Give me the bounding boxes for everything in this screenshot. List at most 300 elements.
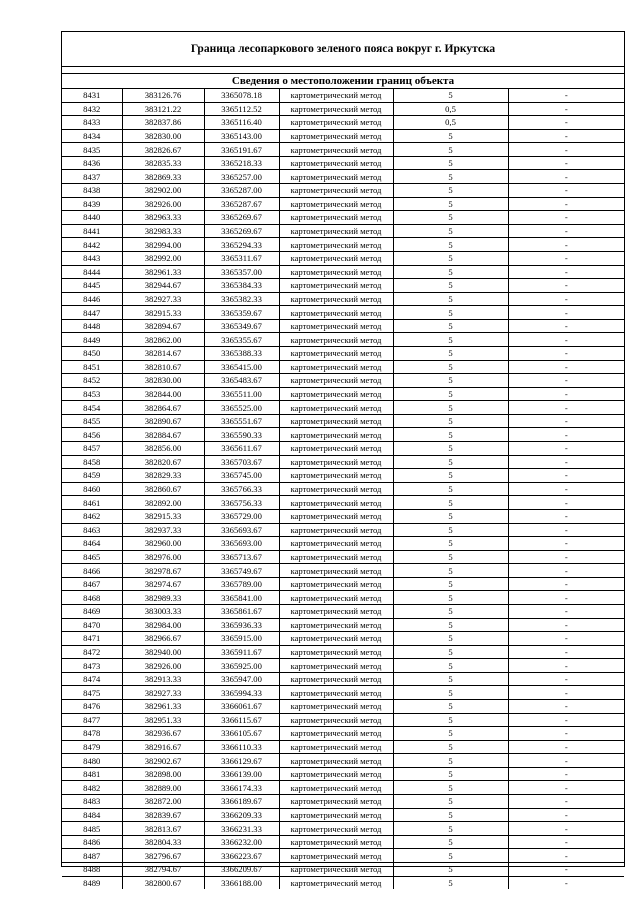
accuracy-cell: 5 <box>393 333 508 347</box>
description-cell: - <box>508 686 624 700</box>
y-coordinate-cell: 3365415.00 <box>204 360 279 374</box>
y-coordinate-cell: 3365525.00 <box>204 401 279 415</box>
description-cell: - <box>508 442 624 456</box>
accuracy-cell: 5 <box>393 509 508 523</box>
table-row <box>62 306 624 320</box>
x-coordinate-cell: 382820.67 <box>122 455 204 469</box>
x-coordinate-cell: 382966.67 <box>122 632 204 646</box>
method-cell: картометрический метод <box>279 224 393 238</box>
x-coordinate-cell: 382826.67 <box>122 143 204 157</box>
method-cell: картометрический метод <box>279 469 393 483</box>
table-row <box>62 659 624 673</box>
method-cell: картометрический метод <box>279 849 393 863</box>
method-cell: картометрический метод <box>279 428 393 442</box>
x-coordinate-cell: 382860.67 <box>122 482 204 496</box>
y-coordinate-cell: 3365388.33 <box>204 346 279 360</box>
coordinates-table-wrapper <box>62 88 624 889</box>
description-cell: - <box>508 346 624 360</box>
method-cell: картометрический метод <box>279 197 393 211</box>
method-cell: картометрический метод <box>279 645 393 659</box>
description-cell: - <box>508 156 624 170</box>
accuracy-cell: 5 <box>393 577 508 591</box>
y-coordinate-cell: 3365703.67 <box>204 455 279 469</box>
point-number-cell: 8467 <box>62 577 122 591</box>
y-coordinate-cell: 3365311.67 <box>204 251 279 265</box>
point-number-cell: 8475 <box>62 686 122 700</box>
point-number-cell: 8461 <box>62 496 122 510</box>
point-number-cell: 8457 <box>62 442 122 456</box>
accuracy-cell: 5 <box>393 387 508 401</box>
point-number-cell: 8445 <box>62 279 122 293</box>
description-cell: - <box>508 184 624 198</box>
x-coordinate-cell: 382830.00 <box>122 374 204 388</box>
y-coordinate-cell: 3365384.33 <box>204 279 279 293</box>
accuracy-cell: 5 <box>393 360 508 374</box>
table-row <box>62 740 624 754</box>
x-coordinate-cell: 382915.33 <box>122 509 204 523</box>
description-cell: - <box>508 808 624 822</box>
y-coordinate-cell: 3366115.67 <box>204 713 279 727</box>
description-cell: - <box>508 469 624 483</box>
description-cell: - <box>508 224 624 238</box>
accuracy-cell: 0,5 <box>393 116 508 130</box>
method-cell: картометрический метод <box>279 306 393 320</box>
x-coordinate-cell: 382983.33 <box>122 224 204 238</box>
method-cell: картометрический метод <box>279 550 393 564</box>
point-number-cell: 8465 <box>62 550 122 564</box>
description-cell: - <box>508 862 624 876</box>
description-cell: - <box>508 577 624 591</box>
y-coordinate-cell: 3365382.33 <box>204 292 279 306</box>
y-coordinate-cell: 3366110.33 <box>204 740 279 754</box>
method-cell: картометрический метод <box>279 754 393 768</box>
x-coordinate-cell: 382913.33 <box>122 672 204 686</box>
point-number-cell: 8438 <box>62 184 122 198</box>
point-number-cell: 8441 <box>62 224 122 238</box>
method-cell: картометрический метод <box>279 156 393 170</box>
y-coordinate-cell: 3365112.52 <box>204 102 279 116</box>
accuracy-cell: 5 <box>393 767 508 781</box>
method-cell: картометрический метод <box>279 659 393 673</box>
table-row <box>62 713 624 727</box>
description-cell: - <box>508 292 624 306</box>
accuracy-cell: 5 <box>393 808 508 822</box>
y-coordinate-cell: 3365915.00 <box>204 632 279 646</box>
accuracy-cell: 5 <box>393 279 508 293</box>
description-cell: - <box>508 170 624 184</box>
y-coordinate-cell: 3365269.67 <box>204 211 279 225</box>
y-coordinate-cell: 3365745.00 <box>204 469 279 483</box>
table-row <box>62 700 624 714</box>
description-cell: - <box>508 116 624 130</box>
method-cell: картометрический метод <box>279 184 393 198</box>
method-cell: картометрический метод <box>279 238 393 252</box>
table-row <box>62 346 624 360</box>
description-cell: - <box>508 604 624 618</box>
table-row <box>62 577 624 591</box>
accuracy-cell: 5 <box>393 129 508 143</box>
x-coordinate-cell: 382992.00 <box>122 251 204 265</box>
y-coordinate-cell: 3365287.67 <box>204 197 279 211</box>
description-cell: - <box>508 835 624 849</box>
description-cell: - <box>508 333 624 347</box>
x-coordinate-cell: 382974.67 <box>122 577 204 591</box>
y-coordinate-cell: 3366209.33 <box>204 808 279 822</box>
y-coordinate-cell: 3365911.67 <box>204 645 279 659</box>
accuracy-cell: 5 <box>393 632 508 646</box>
accuracy-cell: 5 <box>393 550 508 564</box>
description-cell: - <box>508 781 624 795</box>
description-cell: - <box>508 279 624 293</box>
y-coordinate-cell: 3365756.33 <box>204 496 279 510</box>
description-cell: - <box>508 795 624 809</box>
method-cell: картометрический метод <box>279 251 393 265</box>
table-row <box>62 428 624 442</box>
method-cell: картометрический метод <box>279 618 393 632</box>
accuracy-cell: 5 <box>393 604 508 618</box>
document-frame <box>61 31 625 888</box>
description-cell: - <box>508 672 624 686</box>
x-coordinate-cell: 382927.33 <box>122 686 204 700</box>
table-row <box>62 387 624 401</box>
method-cell: картометрический метод <box>279 292 393 306</box>
y-coordinate-cell: 3365269.67 <box>204 224 279 238</box>
point-number-cell: 8437 <box>62 170 122 184</box>
method-cell: картометрический метод <box>279 89 393 102</box>
description-cell: - <box>508 129 624 143</box>
y-coordinate-cell: 3365925.00 <box>204 659 279 673</box>
method-cell: картометрический метод <box>279 496 393 510</box>
description-cell: - <box>508 564 624 578</box>
accuracy-cell: 5 <box>393 251 508 265</box>
point-number-cell: 8440 <box>62 211 122 225</box>
x-coordinate-cell: 382835.33 <box>122 156 204 170</box>
y-coordinate-cell: 3366061.67 <box>204 700 279 714</box>
description-cell: - <box>508 360 624 374</box>
table-row <box>62 170 624 184</box>
x-coordinate-cell: 382814.67 <box>122 346 204 360</box>
y-coordinate-cell: 3365257.00 <box>204 170 279 184</box>
method-cell: картометрический метод <box>279 116 393 130</box>
x-coordinate-cell: 382940.00 <box>122 645 204 659</box>
table-row <box>62 401 624 415</box>
method-cell: картометрический метод <box>279 537 393 551</box>
point-number-cell: 8456 <box>62 428 122 442</box>
point-number-cell: 8476 <box>62 700 122 714</box>
accuracy-cell: 5 <box>393 523 508 537</box>
y-coordinate-cell: 3365355.67 <box>204 333 279 347</box>
description-cell: - <box>508 740 624 754</box>
y-coordinate-cell: 3365357.00 <box>204 265 279 279</box>
point-number-cell: 8485 <box>62 822 122 836</box>
x-coordinate-cell: 382926.00 <box>122 659 204 673</box>
y-coordinate-cell: 3366232.00 <box>204 835 279 849</box>
table-row <box>62 156 624 170</box>
table-row <box>62 618 624 632</box>
method-cell: картометрический метод <box>279 374 393 388</box>
coordinates-table <box>62 89 624 889</box>
method-cell: картометрический метод <box>279 143 393 157</box>
table-row <box>62 143 624 157</box>
description-cell: - <box>508 374 624 388</box>
table-row <box>62 849 624 863</box>
description-cell: - <box>508 211 624 225</box>
accuracy-cell: 5 <box>393 700 508 714</box>
point-number-cell: 8481 <box>62 767 122 781</box>
section-title: Сведения о местоположении границ объекта <box>231 75 455 87</box>
x-coordinate-cell: 382976.00 <box>122 550 204 564</box>
method-cell: картометрический метод <box>279 591 393 605</box>
method-cell: картометрический метод <box>279 604 393 618</box>
x-coordinate-cell: 382890.67 <box>122 414 204 428</box>
description-cell: - <box>508 632 624 646</box>
x-coordinate-cell: 383126.76 <box>122 89 204 102</box>
x-coordinate-cell: 382856.00 <box>122 442 204 456</box>
point-number-cell: 8453 <box>62 387 122 401</box>
table-row <box>62 754 624 768</box>
accuracy-cell: 5 <box>393 686 508 700</box>
description-cell: - <box>508 197 624 211</box>
table-row <box>62 496 624 510</box>
x-coordinate-cell: 382837.86 <box>122 116 204 130</box>
x-coordinate-cell: 382902.00 <box>122 184 204 198</box>
description-cell: - <box>508 401 624 415</box>
table-row <box>62 265 624 279</box>
description-cell: - <box>508 618 624 632</box>
description-cell: - <box>508 238 624 252</box>
x-coordinate-cell: 382839.67 <box>122 808 204 822</box>
point-number-cell: 8473 <box>62 659 122 673</box>
point-number-cell: 8442 <box>62 238 122 252</box>
y-coordinate-cell: 3366231.33 <box>204 822 279 836</box>
table-row <box>62 455 624 469</box>
y-coordinate-cell: 3366129.67 <box>204 754 279 768</box>
description-cell: - <box>508 727 624 741</box>
x-coordinate-cell: 383003.33 <box>122 604 204 618</box>
y-coordinate-cell: 3366209.67 <box>204 862 279 876</box>
accuracy-cell: 5 <box>393 537 508 551</box>
accuracy-cell: 5 <box>393 849 508 863</box>
y-coordinate-cell: 3365994.33 <box>204 686 279 700</box>
point-number-cell: 8446 <box>62 292 122 306</box>
table-row <box>62 102 624 116</box>
accuracy-cell: 5 <box>393 374 508 388</box>
point-number-cell: 8483 <box>62 795 122 809</box>
y-coordinate-cell: 3365789.00 <box>204 577 279 591</box>
method-cell: картометрический метод <box>279 102 393 116</box>
y-coordinate-cell: 3365359.67 <box>204 306 279 320</box>
description-cell: - <box>508 700 624 714</box>
point-number-cell: 8432 <box>62 102 122 116</box>
point-number-cell: 8463 <box>62 523 122 537</box>
accuracy-cell: 5 <box>393 659 508 673</box>
y-coordinate-cell: 3365116.40 <box>204 116 279 130</box>
x-coordinate-cell: 382994.00 <box>122 238 204 252</box>
y-coordinate-cell: 3365947.00 <box>204 672 279 686</box>
x-coordinate-cell: 382989.33 <box>122 591 204 605</box>
x-coordinate-cell: 382937.33 <box>122 523 204 537</box>
accuracy-cell: 5 <box>393 346 508 360</box>
accuracy-cell: 5 <box>393 184 508 198</box>
point-number-cell: 8443 <box>62 251 122 265</box>
point-number-cell: 8466 <box>62 564 122 578</box>
table-row <box>62 360 624 374</box>
table-row <box>62 292 624 306</box>
y-coordinate-cell: 3365143.00 <box>204 129 279 143</box>
table-row <box>62 116 624 130</box>
y-coordinate-cell: 3366189.67 <box>204 795 279 809</box>
description-cell: - <box>508 645 624 659</box>
accuracy-cell: 5 <box>393 672 508 686</box>
table-row <box>62 469 624 483</box>
point-number-cell: 8484 <box>62 808 122 822</box>
description-cell: - <box>508 523 624 537</box>
x-coordinate-cell: 382872.00 <box>122 795 204 809</box>
description-cell: - <box>508 550 624 564</box>
point-number-cell: 8474 <box>62 672 122 686</box>
method-cell: картометрический метод <box>279 822 393 836</box>
x-coordinate-cell: 382844.00 <box>122 387 204 401</box>
y-coordinate-cell: 3365936.33 <box>204 618 279 632</box>
table-row <box>62 876 624 889</box>
accuracy-cell: 5 <box>393 428 508 442</box>
table-row <box>62 238 624 252</box>
accuracy-cell: 5 <box>393 442 508 456</box>
method-cell: картометрический метод <box>279 577 393 591</box>
table-row <box>62 862 624 876</box>
y-coordinate-cell: 3365483.67 <box>204 374 279 388</box>
method-cell: картометрический метод <box>279 279 393 293</box>
y-coordinate-cell: 3366105.67 <box>204 727 279 741</box>
x-coordinate-cell: 382944.67 <box>122 279 204 293</box>
y-coordinate-cell: 3365861.67 <box>204 604 279 618</box>
y-coordinate-cell: 3365590.33 <box>204 428 279 442</box>
x-coordinate-cell: 382884.67 <box>122 428 204 442</box>
accuracy-cell: 5 <box>393 469 508 483</box>
description-cell: - <box>508 251 624 265</box>
y-coordinate-cell: 3365713.67 <box>204 550 279 564</box>
y-coordinate-cell: 3366139.00 <box>204 767 279 781</box>
x-coordinate-cell: 382927.33 <box>122 292 204 306</box>
point-number-cell: 8452 <box>62 374 122 388</box>
description-cell: - <box>508 102 624 116</box>
coordinates-table-body <box>62 89 624 889</box>
table-row <box>62 808 624 822</box>
description-cell: - <box>508 509 624 523</box>
table-row <box>62 767 624 781</box>
table-row <box>62 129 624 143</box>
description-cell: - <box>508 387 624 401</box>
table-row <box>62 184 624 198</box>
point-number-cell: 8472 <box>62 645 122 659</box>
method-cell: картометрический метод <box>279 876 393 889</box>
description-cell: - <box>508 754 624 768</box>
method-cell: картометрический метод <box>279 509 393 523</box>
description-cell: - <box>508 428 624 442</box>
description-cell: - <box>508 849 624 863</box>
description-cell: - <box>508 89 624 102</box>
accuracy-cell: 5 <box>393 740 508 754</box>
point-number-cell: 8447 <box>62 306 122 320</box>
method-cell: картометрический метод <box>279 713 393 727</box>
method-cell: картометрический метод <box>279 360 393 374</box>
table-row <box>62 835 624 849</box>
point-number-cell: 8431 <box>62 89 122 102</box>
table-row <box>62 727 624 741</box>
accuracy-cell: 5 <box>393 727 508 741</box>
method-cell: картометрический метод <box>279 482 393 496</box>
accuracy-cell: 5 <box>393 835 508 849</box>
x-coordinate-cell: 382892.00 <box>122 496 204 510</box>
point-number-cell: 8486 <box>62 835 122 849</box>
description-cell: - <box>508 822 624 836</box>
y-coordinate-cell: 3365511.00 <box>204 387 279 401</box>
y-coordinate-cell: 3366174.33 <box>204 781 279 795</box>
method-cell: картометрический метод <box>279 387 393 401</box>
table-row <box>62 211 624 225</box>
method-cell: картометрический метод <box>279 523 393 537</box>
x-coordinate-cell: 382810.67 <box>122 360 204 374</box>
y-coordinate-cell: 3365218.33 <box>204 156 279 170</box>
y-coordinate-cell: 3366223.67 <box>204 849 279 863</box>
accuracy-cell: 5 <box>393 876 508 889</box>
point-number-cell: 8444 <box>62 265 122 279</box>
x-coordinate-cell: 382862.00 <box>122 333 204 347</box>
method-cell: картометрический метод <box>279 211 393 225</box>
method-cell: картометрический метод <box>279 767 393 781</box>
x-coordinate-cell: 382984.00 <box>122 618 204 632</box>
y-coordinate-cell: 3365841.00 <box>204 591 279 605</box>
method-cell: картометрический метод <box>279 795 393 809</box>
accuracy-cell: 5 <box>393 170 508 184</box>
point-number-cell: 8477 <box>62 713 122 727</box>
accuracy-cell: 5 <box>393 754 508 768</box>
y-coordinate-cell: 3365693.00 <box>204 537 279 551</box>
method-cell: картометрический метод <box>279 170 393 184</box>
description-cell: - <box>508 496 624 510</box>
point-number-cell: 8459 <box>62 469 122 483</box>
x-coordinate-cell: 382961.33 <box>122 265 204 279</box>
x-coordinate-cell: 382951.33 <box>122 713 204 727</box>
accuracy-cell: 5 <box>393 89 508 102</box>
method-cell: картометрический метод <box>279 781 393 795</box>
accuracy-cell: 5 <box>393 564 508 578</box>
point-number-cell: 8464 <box>62 537 122 551</box>
table-row <box>62 604 624 618</box>
method-cell: картометрический метод <box>279 319 393 333</box>
description-cell: - <box>508 767 624 781</box>
x-coordinate-cell: 382864.67 <box>122 401 204 415</box>
y-coordinate-cell: 3365766.33 <box>204 482 279 496</box>
method-cell: картометрический метод <box>279 632 393 646</box>
point-number-cell: 8458 <box>62 455 122 469</box>
y-coordinate-cell: 3366188.00 <box>204 876 279 889</box>
x-coordinate-cell: 382813.67 <box>122 822 204 836</box>
description-cell: - <box>508 482 624 496</box>
x-coordinate-cell: 382916.67 <box>122 740 204 754</box>
accuracy-cell: 5 <box>393 401 508 415</box>
table-row <box>62 795 624 809</box>
x-coordinate-cell: 382869.33 <box>122 170 204 184</box>
y-coordinate-cell: 3365749.67 <box>204 564 279 578</box>
y-coordinate-cell: 3365294.33 <box>204 238 279 252</box>
description-cell: - <box>508 537 624 551</box>
y-coordinate-cell: 3365287.00 <box>204 184 279 198</box>
x-coordinate-cell: 382889.00 <box>122 781 204 795</box>
point-number-cell: 8449 <box>62 333 122 347</box>
method-cell: картометрический метод <box>279 333 393 347</box>
table-row <box>62 632 624 646</box>
